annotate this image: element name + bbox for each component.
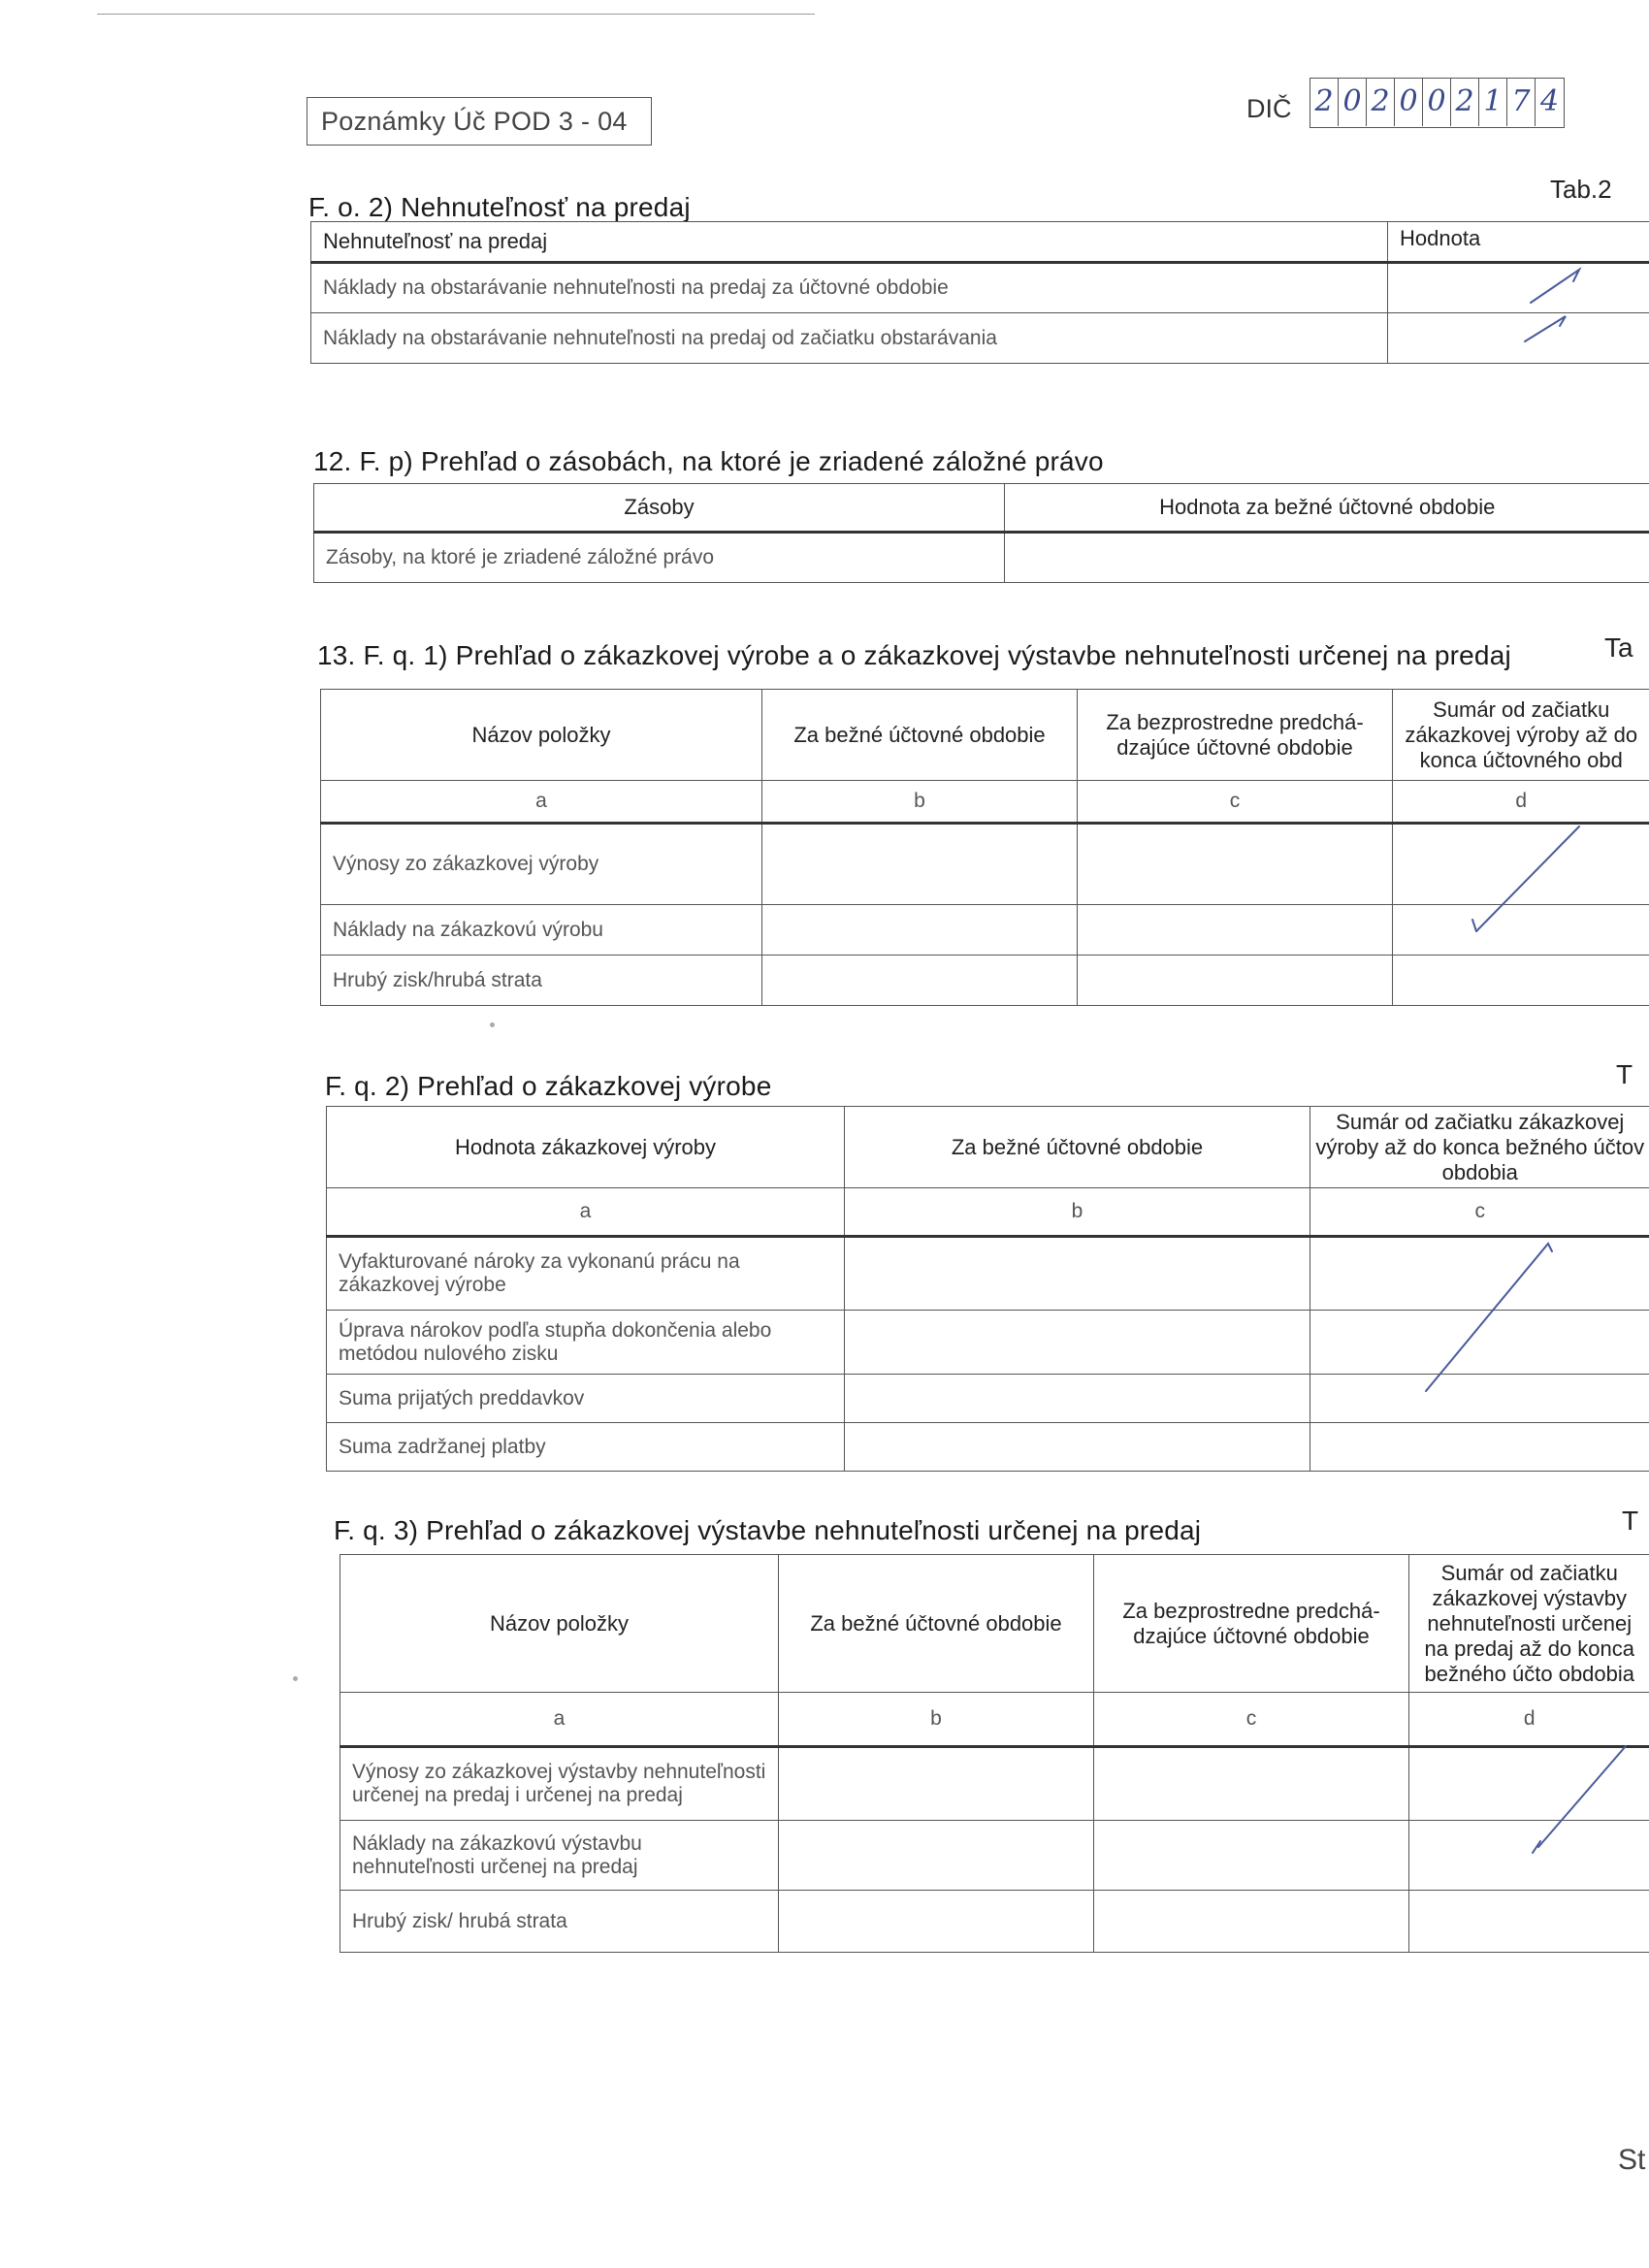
tab-label-13fq1: Ta — [1604, 632, 1633, 663]
tab-label-fq2: T — [1616, 1059, 1633, 1089]
col-header: Zásoby — [314, 484, 1005, 533]
value-cell[interactable] — [1388, 263, 1649, 313]
value-cell[interactable] — [1310, 1423, 1649, 1472]
col-letter: c — [1078, 781, 1393, 824]
col-header: Názov položky — [321, 690, 762, 781]
col-header: Nehnuteľnosť na predaj — [311, 222, 1388, 263]
value-cell[interactable] — [845, 1311, 1310, 1375]
col-header: Hodnota — [1388, 222, 1649, 263]
value-cell[interactable] — [1094, 1891, 1409, 1953]
dic-label: DIČ — [1246, 94, 1292, 123]
table-fq3 — [340, 1554, 1649, 1953]
col-header: Hodnota za bežné účtovné obdobie — [1005, 484, 1649, 533]
col-header: Za bežné účtovné obdobie — [779, 1555, 1094, 1693]
col-letter: a — [327, 1188, 845, 1237]
value-cell[interactable] — [1393, 956, 1649, 1006]
table-fo2 — [310, 221, 1649, 364]
value-cell[interactable] — [1078, 905, 1393, 956]
col-header: Hodnota zákazkovej výroby — [327, 1107, 845, 1188]
value-cell[interactable] — [1393, 824, 1649, 905]
dic-digit: 1 — [1479, 79, 1507, 126]
dic-digit: 0 — [1395, 79, 1423, 126]
page-number-fragment: St — [1618, 2144, 1646, 2176]
value-cell[interactable] — [1409, 1747, 1649, 1821]
value-cell[interactable] — [779, 1747, 1094, 1821]
section-title-fq3: F. q. 3) Prehľad o zákazkovej výstavbe nehnuteľnosti určenej na predaj — [334, 1515, 1202, 1545]
scan-speck — [293, 1676, 298, 1681]
col-letter: d — [1409, 1693, 1649, 1747]
row-label: Výnosy zo zákazkovej výstavby nehnuteľnosti určenej na predaj i určenej na predaj — [340, 1747, 779, 1821]
row-label: Suma zadržanej platby — [327, 1423, 845, 1472]
row-label: Náklady na obstarávanie nehnuteľnosti na predaj od začiatku obstarávania — [311, 313, 1388, 364]
col-letter: b — [762, 781, 1078, 824]
dic-digit: 2 — [1451, 79, 1479, 126]
value-cell[interactable] — [1078, 956, 1393, 1006]
value-cell[interactable] — [779, 1891, 1094, 1953]
value-cell[interactable] — [762, 956, 1078, 1006]
col-letter: b — [779, 1693, 1094, 1747]
tab-label-fo2: Tab.2 — [1550, 175, 1612, 204]
col-header: Sumár od začiatku zákazkovej výroby až do konca bežného účtov obdobia — [1310, 1107, 1649, 1188]
col-header: Za bežné účtovné obdobie — [845, 1107, 1310, 1188]
row-label: Náklady na zákazkovú výrobu — [321, 905, 762, 956]
dic-digit-boxes — [1310, 78, 1565, 128]
value-cell[interactable] — [1310, 1311, 1649, 1375]
value-cell[interactable] — [1094, 1821, 1409, 1891]
value-cell[interactable] — [1393, 905, 1649, 956]
dic-digit: 0 — [1423, 79, 1451, 126]
row-label: Úprava nárokov podľa stupňa dokončenia alebo metódou nulového zisku — [327, 1311, 845, 1375]
value-cell[interactable] — [845, 1237, 1310, 1311]
col-header: Za bežné účtovné obdobie — [762, 690, 1078, 781]
table-fq2 — [326, 1106, 1649, 1472]
value-cell[interactable] — [762, 905, 1078, 956]
dic-digit: 4 — [1539, 84, 1560, 118]
value-cell[interactable] — [845, 1375, 1310, 1423]
col-header: Sumár od začiatku zákazkovej výstavby nehnuteľnosti určenej na predaj až do konca bežného účto obdobia — [1409, 1555, 1649, 1693]
value-cell[interactable] — [1310, 1375, 1649, 1423]
row-label: Zásoby, na ktoré je zriadené záložné právo — [314, 533, 1005, 583]
dic-digit: 7 — [1507, 79, 1536, 126]
col-letter: d — [1393, 781, 1649, 824]
value-cell[interactable] — [779, 1821, 1094, 1891]
col-header: Názov položky — [340, 1555, 779, 1693]
col-letter: c — [1094, 1693, 1409, 1747]
col-letter: a — [321, 781, 762, 824]
row-label: Náklady na zákazkovú výstavbu nehnuteľnosti určenej na predaj — [340, 1821, 779, 1891]
col-header: Sumár od začiatku zákazkovej výroby až do konca účtovného obd — [1393, 690, 1649, 781]
table-13fq1 — [320, 689, 1649, 1006]
value-cell[interactable] — [845, 1423, 1310, 1472]
value-cell[interactable] — [1388, 313, 1649, 364]
tab-label-fq3: T — [1622, 1506, 1639, 1536]
value-cell[interactable] — [1005, 533, 1649, 583]
col-header: Za bezprostredne predchá-dzajúce účtovné obdobie — [1094, 1555, 1409, 1693]
value-cell[interactable] — [1409, 1821, 1649, 1891]
form-code-box: Poznámky Úč POD 3 - 04 — [307, 97, 652, 146]
value-cell[interactable] — [762, 824, 1078, 905]
row-label: Hrubý zisk/ hrubá strata — [340, 1891, 779, 1953]
value-cell[interactable] — [1078, 824, 1393, 905]
value-cell[interactable] — [1310, 1237, 1649, 1311]
section-title-fo2: F. o. 2) Nehnuteľnosť na predaj — [308, 192, 691, 222]
dic-digit: 2 — [1367, 79, 1395, 126]
col-header: Za bezprostredne predchá-dzajúce účtovné obdobie — [1078, 690, 1393, 781]
value-cell[interactable] — [1409, 1891, 1649, 1953]
dic-digit: 2 — [1310, 79, 1339, 126]
section-title-12fp: 12. F. p) Prehľad o zásobách, na ktoré je zriadené záložné právo — [313, 446, 1104, 476]
section-title-fq2: F. q. 2) Prehľad o zákazkovej výrobe — [325, 1071, 772, 1101]
row-label: Náklady na obstarávanie nehnuteľnosti na predaj za účtovné obdobie — [311, 263, 1388, 313]
table-12fp — [313, 483, 1649, 583]
row-label: Hrubý zisk/hrubá strata — [321, 956, 762, 1006]
row-label: Výnosy zo zákazkovej výroby — [321, 824, 762, 905]
scan-speck — [490, 1022, 495, 1027]
dic-digit: 0 — [1339, 79, 1367, 126]
page-top-rule — [97, 14, 815, 15]
section-title-13fq1: 13. F. q. 1) Prehľad o zákazkovej výrobe a o zákazkovej výstavbe nehnuteľnosti určenej na predaj — [317, 640, 1511, 670]
col-letter: c — [1310, 1188, 1649, 1237]
col-letter: b — [845, 1188, 1310, 1237]
row-label: Suma prijatých preddavkov — [327, 1375, 845, 1423]
value-cell[interactable] — [1094, 1747, 1409, 1821]
row-label: Vyfakturované nároky za vykonanú prácu na zákazkovej výrobe — [327, 1237, 845, 1311]
col-letter: a — [340, 1693, 779, 1747]
